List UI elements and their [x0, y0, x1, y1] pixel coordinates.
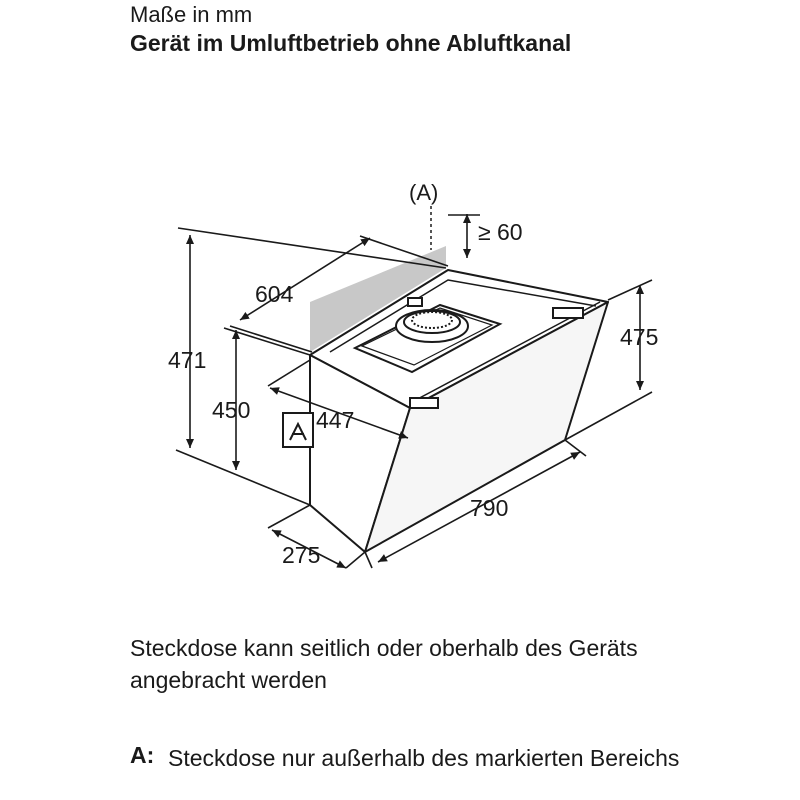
units-caption: Maße in mm: [130, 2, 253, 27]
socket-placement-note: Steckdose kann seitlich oder oberhalb des Geräts angebracht werden: [130, 635, 638, 693]
dimension-body-height-label: 450: [212, 397, 251, 423]
dimension-depth-top-label: 447: [316, 407, 355, 433]
dimension-bottom-depth-label: 275: [282, 542, 321, 568]
zone-marker-label: (A): [409, 180, 439, 205]
dimension-right-height-label: 475: [620, 324, 659, 350]
legend-text: Steckdose nur außerhalb des markierten Bereichs: [168, 745, 680, 771]
clearance-label: ≥ 60: [478, 219, 523, 245]
socket-symbol: [283, 413, 313, 447]
dimension-front-length-label: 790: [470, 495, 509, 521]
dimension-total-height-label: 471: [168, 347, 207, 373]
legend-key: A:: [130, 742, 155, 768]
diagram-title: Gerät im Umluftbetrieb ohne Abluftkanal: [130, 30, 572, 56]
dimension-width-label: 604: [255, 281, 294, 307]
